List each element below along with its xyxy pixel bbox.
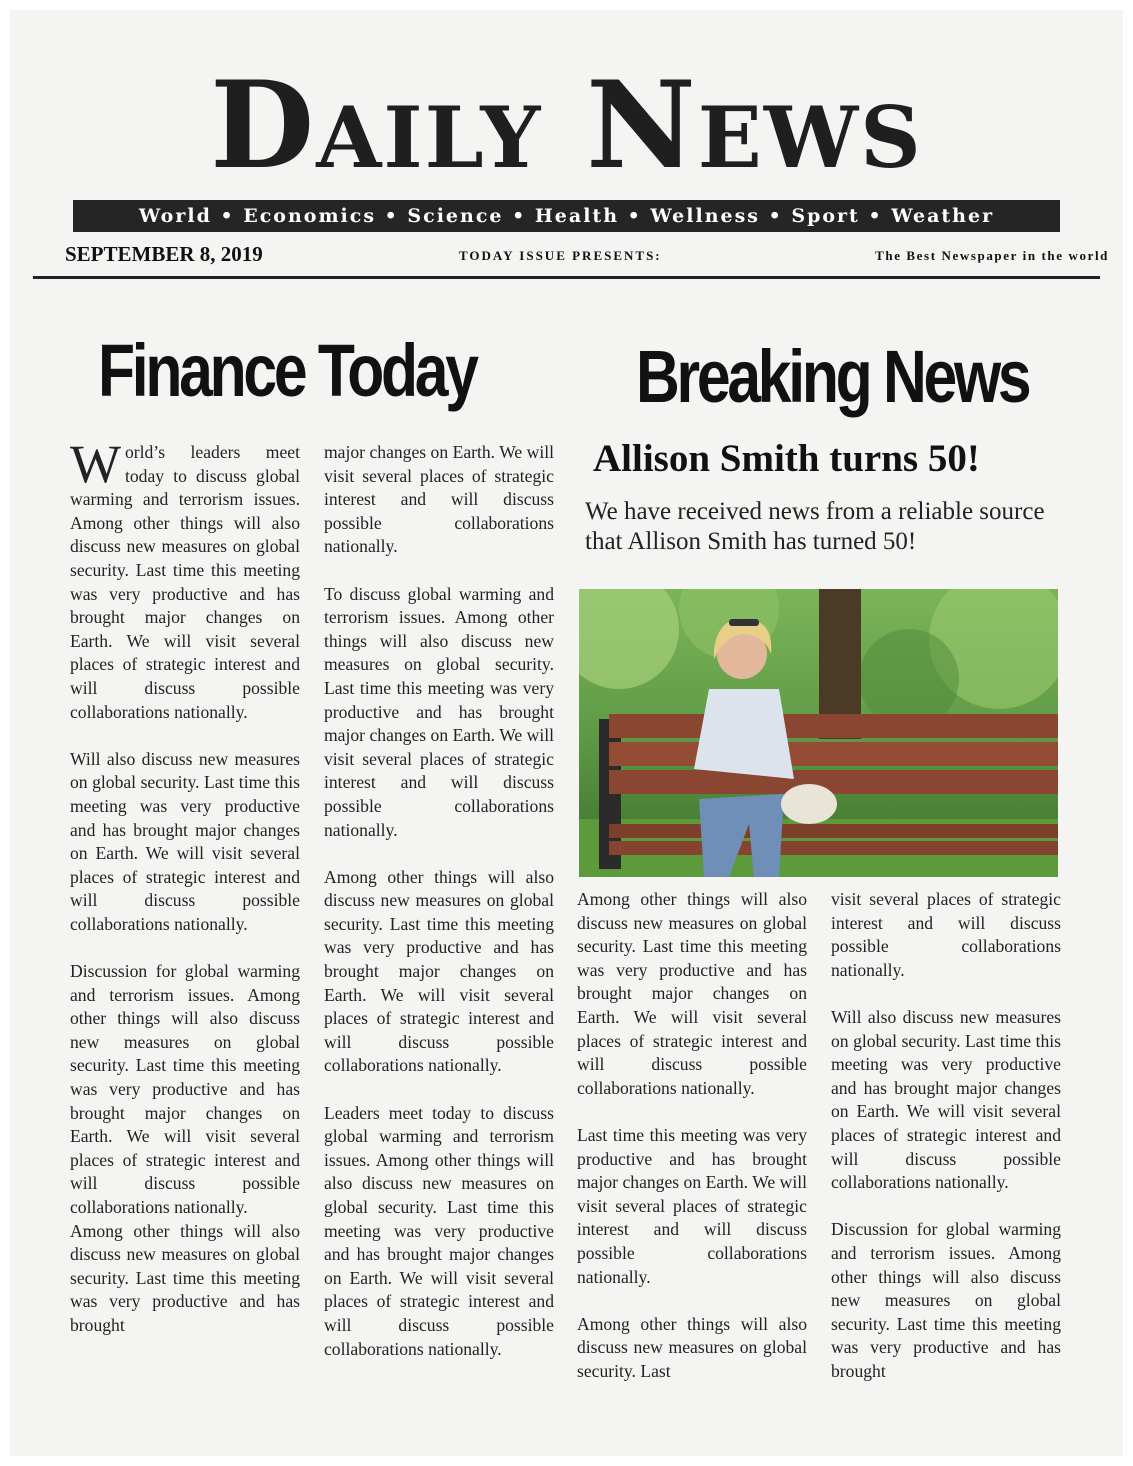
- paragraph: Among other things will also discuss new measures on global security. Last time this meeting was very productive and has brought major changes on Earth. We will visit several places of strategic interest and will discuss possible collaborations nationally.: [324, 866, 554, 1076]
- finance-column-2: [324, 441, 554, 1409]
- breaking-column-2: [831, 888, 1061, 1408]
- masthead-title: Daily News: [210, 55, 923, 196]
- slogan: The Best Newspaper in the world: [875, 248, 1109, 263]
- issue-presents: TODAY ISSUE PRESENTS:: [459, 248, 662, 263]
- paragraph: Among other things will also discuss new measures on global security. Last: [577, 1313, 807, 1381]
- finance-column-1: [70, 441, 300, 1409]
- paragraph: To discuss global warming and terrorism issues. Among other things will also discuss new measures on global security. Last time this meeting was very productive and has brought major changes on Earth. We will visit several places of strategic interest and will discuss possible collaborations nationally.: [324, 583, 554, 840]
- paragraph: major changes on Earth. We will visit several places of strategic interest and will discuss possible collaborations nationally.: [324, 442, 554, 557]
- finance-section-title: Finance Today: [98, 329, 476, 412]
- breaking-column-1: [577, 888, 807, 1408]
- article-photo: [579, 589, 1058, 877]
- paragraph: visit several places of strategic interest and will discuss possible collaborations nationally.: [831, 889, 1061, 980]
- section-nav-bar: World • Economics • Science • Health • Wellness • Sport • Weather: [73, 200, 1060, 232]
- paragraph: Among other things will also discuss new measures on global security. Last time this meeting was very productive and has brought: [70, 1220, 300, 1335]
- paragraph: orld’s leaders meet today to discuss global warming and terrorism issues. Among other things will also discuss new measures on global security. Last time this meeting was very productive and has brought major changes on Earth. We will visit several places of strategic interest and will discuss possible collaborations nationally.: [70, 442, 300, 722]
- header-divider: [33, 276, 1100, 279]
- paragraph: Will also discuss new measures on global security. Last time this meeting was very productive and has brought major changes on Earth. We will visit several places of strategic interest and will discuss possible collaborations nationally.: [70, 748, 300, 934]
- paragraph: Last time this meeting was very productive and has brought major changes on Earth. We will visit several places of strategic interest and will discuss possible collaborations nationally.: [577, 1124, 807, 1287]
- newspaper-page: [10, 10, 1123, 1456]
- paragraph: Leaders meet today to discuss global warming and terrorism issues. Among other things will also discuss new measures on global security. Last time this meeting was very productive and has brought major changes on Earth. We will visit several places of strategic interest and will discuss possible collaborations nationally.: [324, 1102, 554, 1359]
- issue-date: SEPTEMBER 8, 2019: [65, 242, 263, 266]
- paragraph: Will also discuss new measures on global security. Last time this meeting was very productive and has brought major changes on Earth. We will visit several places of strategic interest and will discuss possible collaborations nationally.: [831, 1006, 1061, 1193]
- paragraph: Discussion for global warming and terrorism issues. Among other things will also discuss new measures on global security. Last time this meeting was very productive and has brought: [831, 1219, 1061, 1381]
- paragraph: Discussion for global warming and terrorism issues. Among other things will also discuss new measures on global security. Last time this meeting was very productive and has brought major changes on Earth. We will visit several places of strategic interest and will discuss possible collaborations nationally.: [70, 961, 300, 1217]
- article-headline: Allison Smith turns 50!: [593, 437, 980, 480]
- article-dek: We have received news from a reliable source that Allison Smith has turned 50!: [585, 498, 1045, 555]
- paragraph: Among other things will also discuss new measures on global security. Last time this meeting was very productive and has brought major changes on Earth. We will visit several places of strategic interest and will discuss possible collaborations nationally.: [577, 889, 807, 1098]
- drop-cap: W: [70, 441, 121, 494]
- breaking-section-title: Breaking News: [636, 335, 1029, 418]
